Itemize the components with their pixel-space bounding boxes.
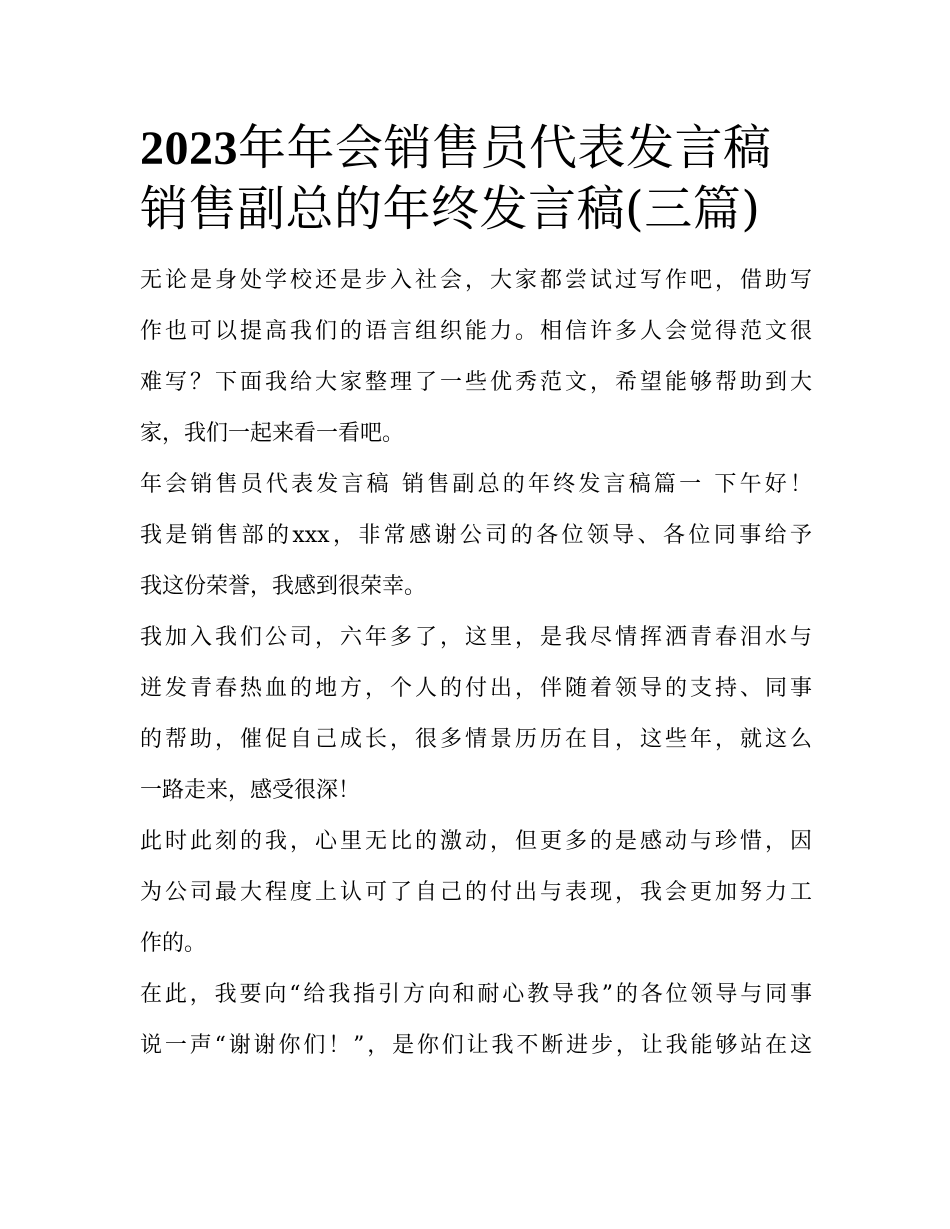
paragraph-experience [140,612,812,816]
paragraph-greeting [140,459,812,612]
text-line: 我加入我们公司，六年多了，这里，是我尽情挥洒青春泪水与 [140,625,812,650]
text-line: 说一声“谢谢你们！”，是你们让我不断进步，让我能够站在这 [140,1033,812,1058]
text-line: 无论是身处学校还是步入社会，大家都尝试过写作吧，借助写 [140,268,812,293]
text-line: 此时此刻的我，心里无比的激动，但更多的是感动与珍惜，因 [140,829,812,854]
document-body [140,255,812,1071]
text-line: 我是销售部的xxx，非常感谢公司的各位领导、各位同事给予 [140,523,812,548]
document-content [140,118,812,1071]
paragraph-feelings [140,816,812,969]
text-line: 为公司最大程度上认可了自己的付出与表现，我会更加努力工 [140,880,812,905]
title-line-2: 销售副总的年终发言稿(三篇) [140,181,761,237]
text-line: 难写？下面我给大家整理了一些优秀范文，希望能够帮助到大 [140,370,812,395]
text-line: 家，我们一起来看一看吧。 [140,421,405,446]
title-year: 2023 [140,122,238,175]
text-line: 年会销售员代表发言稿 销售副总的年终发言稿篇一 下午好！ [140,472,812,497]
text-line: 一路走来，感受很深！ [140,778,361,803]
text-line: 迸发青春热血的地方，个人的付出，伴随着领导的支持、同事 [140,676,812,701]
title-line-1-text: 年年会销售员代表发言稿 [238,120,772,176]
text-line: 的帮助，催促自己成长，很多情景历历在目，这些年，就这么 [140,727,812,752]
paragraph-intro [140,255,812,459]
title-line-1 [140,118,812,179]
text-line: 作也可以提高我们的语言组织能力。相信许多人会觉得范文很 [140,319,812,344]
paragraph-thanks [140,969,812,1071]
text-line: 我这份荣誉，我感到很荣幸。 [140,574,427,599]
text-line: 在此，我要向“给我指引方向和耐心教导我”的各位领导与同事 [140,982,812,1007]
text-line: 作的。 [140,931,207,956]
document-title [140,118,812,239]
